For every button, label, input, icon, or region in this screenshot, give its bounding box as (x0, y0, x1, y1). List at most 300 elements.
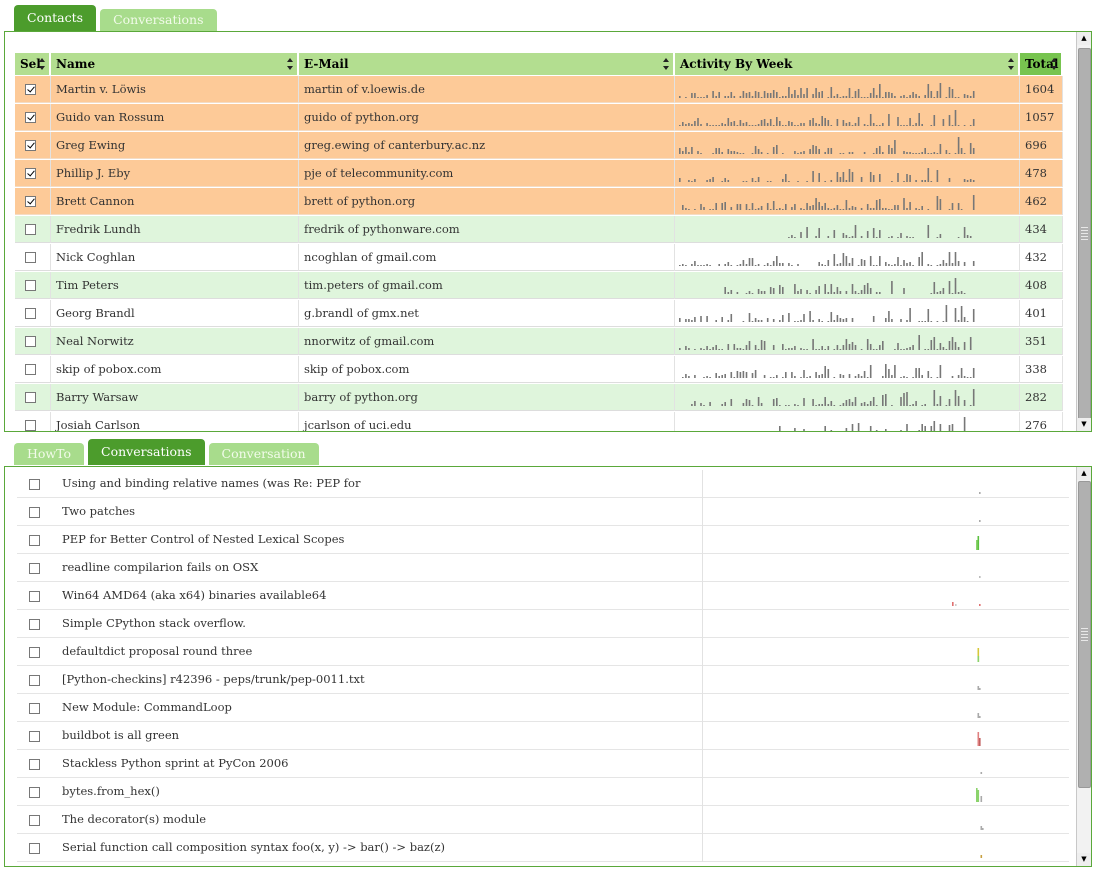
table-row[interactable] (15, 272, 1063, 299)
activity-bar (749, 291, 751, 294)
tab-contacts[interactable]: Contacts (14, 5, 96, 31)
email-cell: ncoghlan of gmail.com (299, 244, 675, 271)
activity-bar (715, 125, 717, 126)
table-row[interactable] (15, 300, 1063, 327)
activity-bar (773, 377, 775, 378)
activity-bar (967, 235, 969, 238)
scroll-down-icon[interactable]: ▼ (1077, 853, 1091, 866)
activity-bar (740, 153, 742, 154)
activity-bar (906, 320, 908, 322)
activity-bar (715, 96, 717, 98)
row-checkbox[interactable] (25, 224, 36, 235)
list-item[interactable] (17, 722, 1069, 750)
header-select[interactable] (15, 53, 51, 75)
conversation-checkbox[interactable] (29, 759, 40, 770)
activity-bar (837, 172, 839, 182)
activity-bar (734, 377, 736, 378)
activity-bar (852, 125, 854, 126)
activity-bar (894, 365, 896, 378)
table-row[interactable] (15, 216, 1063, 243)
activity-bar (867, 204, 869, 210)
activity-cell (675, 356, 1020, 383)
activity-bar (864, 402, 866, 406)
activity-bar (940, 424, 942, 431)
activity-bar (970, 125, 972, 126)
table-row[interactable] (15, 160, 1063, 187)
activity-bar (882, 376, 884, 378)
activity-bar (852, 424, 854, 431)
table-row[interactable] (15, 76, 1063, 103)
activity-bar (800, 348, 802, 350)
list-item[interactable] (17, 834, 1069, 862)
activity-bar (861, 177, 863, 182)
list-item[interactable] (17, 750, 1069, 778)
activity-bar (685, 97, 687, 98)
select-cell (15, 244, 51, 271)
table-row[interactable] (15, 412, 1063, 431)
activity-bar (755, 91, 757, 98)
conversation-title[interactable]: bytes.from_hex() (62, 784, 160, 798)
activity-bar (731, 372, 733, 378)
activity-bar (782, 96, 784, 98)
sort-arrows-icon[interactable] (287, 58, 293, 70)
activity-bar (918, 209, 920, 210)
activity-bar (764, 91, 766, 98)
total-cell: 338 (1020, 356, 1063, 383)
activity-bar (882, 97, 884, 98)
activity-bar (891, 148, 893, 154)
table-row[interactable] (15, 384, 1063, 411)
activity-bar (737, 125, 739, 126)
list-item[interactable] (17, 666, 1069, 694)
activity-bar (694, 349, 696, 350)
conversation-activity (703, 613, 1069, 635)
activity-bar (818, 124, 820, 126)
activity-bar (700, 316, 702, 322)
activity-bar (818, 228, 820, 238)
activity-cell (675, 300, 1020, 327)
row-checkbox[interactable] (25, 196, 36, 207)
activity-bar (964, 125, 966, 126)
activity-bar (840, 291, 842, 294)
activity-bar (943, 119, 945, 126)
activity-bar (828, 236, 830, 238)
activity-bar (915, 153, 917, 154)
conversation-checkbox[interactable] (29, 787, 40, 798)
row-checkbox[interactable] (25, 168, 36, 179)
conversation-title[interactable]: PEP for Better Control of Nested Lexical Scopes (62, 532, 345, 546)
list-item[interactable] (17, 638, 1069, 666)
activity-bar (906, 263, 908, 266)
activity-bar (918, 321, 920, 322)
conversation-title[interactable]: [Python-checkins] r42396 - peps/trunk/pep-0011.txt (62, 672, 365, 686)
activity-bar (703, 97, 705, 98)
activity-bar (840, 97, 842, 98)
activity-bar (870, 344, 872, 350)
table-row[interactable] (15, 328, 1063, 355)
activity-bar (785, 174, 787, 182)
activity-bar (728, 180, 730, 182)
list-item[interactable] (17, 806, 1069, 834)
conversation-checkbox[interactable] (29, 675, 40, 686)
activity-bar (797, 153, 799, 154)
activity-bar (855, 123, 857, 126)
sort-arrows-icon[interactable] (1051, 58, 1057, 70)
sort-arrows-icon[interactable] (39, 58, 45, 70)
activity-bar (734, 121, 736, 126)
header-total[interactable] (1020, 53, 1063, 75)
conversation-title[interactable]: New Module: CommandLoop (62, 700, 232, 714)
name-cell: Neal Norwitz (51, 328, 299, 355)
row-checkbox[interactable] (25, 420, 36, 431)
list-item[interactable] (17, 470, 1069, 498)
activity-bar (828, 346, 830, 350)
activity-bar (973, 119, 975, 126)
activity-bar (700, 265, 702, 266)
activity-bar (934, 337, 936, 350)
activity-bar (873, 208, 875, 210)
conversation-checkbox[interactable] (29, 815, 40, 826)
row-checkbox[interactable] (25, 364, 36, 375)
activity-bar (837, 119, 839, 126)
activity-bar (915, 123, 917, 126)
activity-bar (903, 393, 905, 406)
activity-bar (791, 207, 793, 210)
activity-bar (776, 117, 778, 126)
activity-bar (918, 335, 920, 350)
activity-bar (921, 405, 923, 406)
row-checkbox[interactable] (25, 308, 36, 319)
table-row[interactable] (15, 132, 1063, 159)
contacts-scrollbar[interactable] (1076, 32, 1091, 431)
activity-bar (803, 398, 805, 406)
activity-bar (755, 318, 757, 322)
activity-bar (831, 180, 833, 182)
activity-bar (694, 401, 696, 406)
scroll-up-icon[interactable]: ▲ (1077, 32, 1091, 45)
activity-bar (824, 366, 826, 378)
activity-bar (812, 339, 814, 350)
table-row[interactable] (15, 188, 1063, 215)
activity-bar (831, 87, 833, 98)
activity-bar (928, 349, 930, 350)
tab-howto[interactable]: HowTo (14, 443, 84, 465)
conversation-checkbox[interactable] (29, 619, 40, 630)
activity-bar (706, 376, 708, 378)
activity-bar (876, 125, 878, 126)
activity-sparkline (679, 331, 979, 351)
email-cell: brett of python.org (299, 188, 675, 215)
activity-bar (782, 209, 784, 210)
conversation-title[interactable]: Win64 AMD64 (aka x64) binaries available64 (62, 588, 327, 602)
activity-bar (915, 368, 917, 378)
activity-bar (924, 321, 926, 322)
activity-bar (770, 287, 772, 294)
activity-sparkline (679, 359, 979, 379)
sort-arrows-icon[interactable] (663, 58, 669, 70)
activity-bar (785, 405, 787, 406)
activity-bar (891, 236, 893, 238)
activity-bar (815, 198, 817, 210)
conversation-title[interactable]: Stackless Python sprint at PyCon 2006 (62, 756, 289, 770)
row-checkbox[interactable] (25, 112, 36, 123)
activity-bar (931, 293, 933, 294)
row-checkbox[interactable] (25, 252, 36, 263)
activity-bar (921, 375, 923, 378)
activity-bar (876, 148, 878, 154)
activity-bar (918, 368, 920, 378)
activity-bar (897, 117, 899, 126)
conversation-checkbox[interactable] (29, 843, 40, 854)
activity-bar (973, 368, 975, 378)
activity-bar (718, 264, 720, 266)
activity-bar (876, 265, 878, 266)
activity-bar (937, 377, 939, 378)
activity-bar (837, 264, 839, 266)
activity-mark (952, 602, 954, 606)
activity-bar (773, 147, 775, 154)
activity-bar (773, 399, 775, 406)
activity-bar (891, 375, 893, 378)
activity-bar (873, 228, 875, 238)
activity-bar (679, 125, 681, 126)
list-item[interactable] (17, 610, 1069, 638)
tab-conversations-top[interactable]: Conversations (100, 9, 216, 31)
conversation-checkbox[interactable] (29, 591, 40, 602)
activity-bar (946, 405, 948, 406)
activity-bar (849, 374, 851, 378)
activity-bar (743, 91, 745, 98)
activity-bar (924, 148, 926, 154)
activity-bar (685, 124, 687, 126)
activity-bar (749, 125, 751, 126)
activity-bar (970, 96, 972, 98)
conversation-title[interactable]: buildbot is all green (62, 728, 180, 742)
activity-bar (864, 152, 866, 154)
activity-bar (743, 260, 745, 266)
activity-bar (700, 97, 702, 98)
activity-bar (800, 208, 802, 210)
conversation-checkbox[interactable] (29, 703, 40, 714)
conversation-title[interactable]: Simple CPython stack overflow. (62, 616, 246, 630)
activity-bar (828, 148, 830, 154)
activity-bar (940, 343, 942, 350)
activity-bar (809, 149, 811, 154)
activity-bar (949, 209, 951, 210)
activity-bar (728, 96, 730, 98)
activity-bar (970, 405, 972, 406)
activity-bar (964, 417, 966, 431)
activity-bar (752, 258, 754, 266)
header-activity[interactable] (675, 53, 1020, 75)
activity-bar (834, 292, 836, 294)
activity-bar (876, 349, 878, 350)
list-item[interactable] (17, 778, 1069, 806)
table-row[interactable] (15, 104, 1063, 131)
row-checkbox[interactable] (25, 84, 36, 95)
activity-bar (797, 264, 799, 266)
activity-bar (770, 265, 772, 266)
activity-mark (978, 713, 980, 718)
conversation-checkbox[interactable] (29, 731, 40, 742)
tab-conversation[interactable]: Conversation (209, 443, 319, 465)
activity-bar (721, 152, 723, 154)
email-cell: tim.peters of gmail.com (299, 272, 675, 299)
total-cell: 462 (1020, 188, 1063, 215)
activity-sparkline (679, 191, 979, 211)
activity-bar (843, 319, 845, 322)
activity-bar (861, 376, 863, 378)
activity-bar (752, 125, 754, 126)
list-item[interactable] (17, 554, 1069, 582)
email-cell: nnorwitz of gmail.com (299, 328, 675, 355)
activity-bar (794, 321, 796, 322)
activity-bar (761, 152, 763, 154)
activity-bar (937, 91, 939, 98)
activity-bar (894, 264, 896, 266)
conversation-activity (703, 697, 1069, 719)
table-row[interactable] (15, 356, 1063, 383)
activity-bar (734, 96, 736, 98)
activity-bar (740, 96, 742, 98)
list-item[interactable] (17, 498, 1069, 526)
activity-bar (788, 313, 790, 322)
name-cell: Martin v. Löwis (51, 76, 299, 103)
activity-bar (858, 293, 860, 294)
activity-bar (788, 237, 790, 238)
activity-bar (818, 173, 820, 182)
activity-bar (828, 260, 830, 266)
conversation-title[interactable]: Using and binding relative names (was Re: PEP for (62, 476, 361, 490)
conversation-title[interactable]: Serial function call composition syntax foo(x, y) -> bar() -> baz(z) (62, 840, 446, 854)
activity-bar (931, 321, 933, 322)
activity-bar (876, 237, 878, 238)
activity-bar (873, 265, 875, 266)
activity-bar (809, 120, 811, 126)
activity-bar (715, 203, 717, 210)
conversation-checkbox[interactable] (29, 535, 40, 546)
activity-bar (937, 237, 939, 238)
activity-bar (873, 88, 875, 98)
activity-bar (897, 257, 899, 266)
activity-bar (855, 291, 857, 294)
activity-bar (721, 349, 723, 350)
row-checkbox[interactable] (25, 336, 36, 347)
activity-bar (840, 318, 842, 322)
conversation-checkbox[interactable] (29, 479, 40, 490)
conversation-title[interactable]: readline compilarion fails on OSX (62, 560, 259, 574)
activity-bar (800, 232, 802, 238)
activity-bar (937, 292, 939, 294)
activity-mark (981, 772, 983, 774)
activity-bar (931, 125, 933, 126)
conversation-title[interactable]: Two patches (62, 504, 136, 518)
activity-mark (976, 788, 978, 802)
activity-bar (806, 349, 808, 350)
activity-bar (931, 181, 933, 182)
activity-bar (973, 91, 975, 98)
activity-bar (973, 180, 975, 182)
conversation-activity (703, 585, 1069, 607)
activity-bar (921, 252, 923, 266)
header-email[interactable] (299, 53, 675, 75)
activity-bar (900, 125, 902, 126)
activity-bar (809, 293, 811, 294)
header-name[interactable] (51, 53, 299, 75)
contacts-table (15, 53, 1075, 431)
list-item[interactable] (17, 694, 1069, 722)
activity-bar (718, 125, 720, 126)
conversation-title[interactable]: defaultdict proposal round three (62, 644, 253, 658)
activity-bar (934, 282, 936, 294)
activity-bar (806, 181, 808, 182)
email-cell: g.brandl of gmx.net (299, 300, 675, 327)
activity-bar (903, 349, 905, 350)
row-checkbox[interactable] (25, 140, 36, 151)
row-checkbox[interactable] (25, 392, 36, 403)
activity-bar (743, 181, 745, 182)
activity-bar (837, 345, 839, 350)
scroll-up-icon[interactable]: ▲ (1077, 467, 1091, 480)
activity-bar (870, 401, 872, 406)
activity-bar (712, 177, 714, 182)
activity-bar (864, 371, 866, 378)
tab-conversations[interactable]: Conversations (88, 439, 204, 465)
conversations-scroll-thumb[interactable] (1078, 481, 1091, 788)
contacts-scroll-thumb[interactable] (1078, 48, 1091, 420)
conversations-scrollbar[interactable] (1076, 467, 1091, 866)
activity-cell (675, 76, 1020, 103)
activity-bar (731, 399, 733, 406)
conversation-activity (703, 669, 1069, 691)
activity-bar (788, 87, 790, 98)
activity-bar (964, 227, 966, 238)
activity-bar (706, 123, 708, 126)
activity-bar (776, 145, 778, 154)
activity-bar (749, 400, 751, 406)
activity-bar (900, 397, 902, 406)
activity-bar (712, 209, 714, 210)
activity-bar (973, 195, 975, 210)
sort-arrows-icon[interactable] (1008, 58, 1014, 70)
conversation-title[interactable]: The decorator(s) module (62, 812, 207, 826)
activity-bar (791, 372, 793, 378)
activity-mark (979, 688, 981, 690)
activity-bar (885, 262, 887, 266)
activity-bar (967, 180, 969, 182)
list-item[interactable] (17, 582, 1069, 610)
activity-bar (818, 319, 820, 322)
activity-bar (746, 122, 748, 126)
activity-bar (843, 209, 845, 210)
conversation-checkbox[interactable] (29, 563, 40, 574)
activity-bar (973, 309, 975, 322)
activity-bar (688, 209, 690, 210)
activity-bar (964, 293, 966, 294)
conversation-checkbox[interactable] (29, 507, 40, 518)
table-row[interactable] (15, 244, 1063, 271)
scroll-down-icon[interactable]: ▼ (1077, 418, 1091, 431)
list-item[interactable] (17, 526, 1069, 554)
activity-bar (724, 178, 726, 182)
conversation-checkbox[interactable] (29, 647, 40, 658)
activity-bar (921, 180, 923, 182)
activity-bar (955, 97, 957, 98)
activity-bar (794, 428, 796, 431)
activity-bar (970, 143, 972, 154)
row-checkbox[interactable] (25, 280, 36, 291)
conversation-activity (703, 473, 1069, 495)
